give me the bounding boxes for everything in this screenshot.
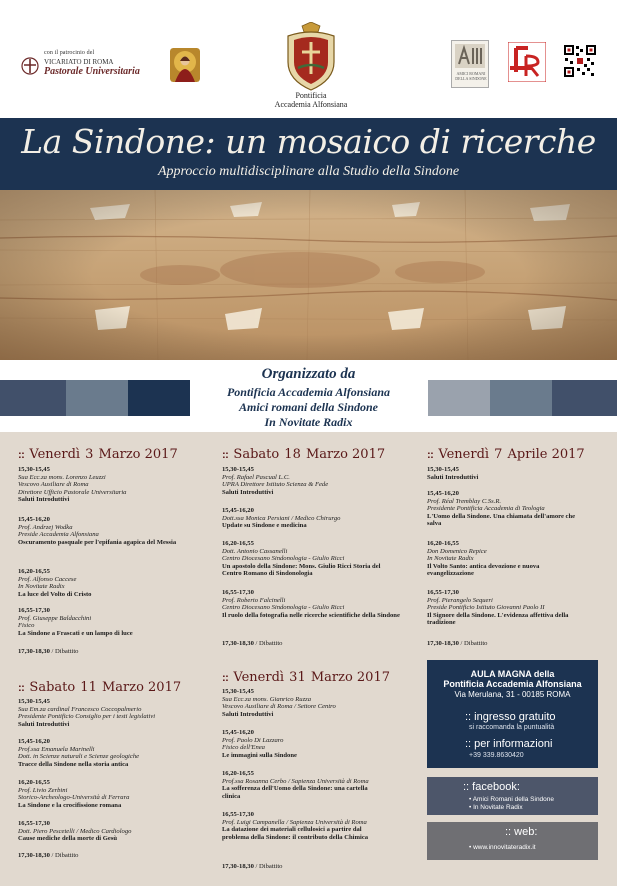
event-item [222,540,412,578]
organizers-section [0,360,617,432]
speaker: Prof. Luigi Campanella / Sapienza Università di Roma [222,818,367,826]
day-month: Marzo 2017 [98,447,178,462]
contact-heading: :: per informazioni [465,738,553,750]
event-title-text: Saluti Introduttivi [222,710,274,718]
event-item [222,507,412,530]
event-item [222,729,412,759]
day-weekday: Venerdì [29,447,81,462]
event-title-text: Tracce della Sindone nella storia antica [18,760,129,768]
day-number: 3 [85,447,94,462]
event-title-text: Saluti Introduttivi [222,488,274,496]
event-item [18,466,208,504]
event-title-text: La sofferenza dell'Uomo della Sindone: una cartella clinica [222,785,368,800]
day-month: Aprile 2017 [507,447,585,462]
event-title-text: Saluti Introduttivi [427,473,479,481]
event-time: 15,30-15,45 [18,698,50,705]
web-link[interactable]: • www.innovitateradix.it [469,844,536,851]
event-item [222,466,412,496]
day-weekday: Sabato [29,680,76,695]
speaker-role: Vescovo Ausiliare di Roma / Settore Centro [222,703,336,711]
debate-label: / Dibattito [255,863,283,870]
day-heading [222,443,385,462]
speaker-role: UPRA Direttore Istituto Scienza & Fede [222,481,329,489]
venue-line1: AULA MAGNA della [470,669,555,679]
event-title-text: Update su Sindone e medicina [222,522,307,530]
event-title-text: La Sindone e la crocifissione romana [18,801,122,809]
event-item [222,811,412,841]
speaker-role: Fisico dell'Enea [222,744,265,752]
speaker: Dott. Antonio Cassanelli [222,547,288,555]
debate-time: 17,30-18,30 [222,863,254,870]
debate-label: / Dibattito [51,648,79,655]
day-marker: :: [18,449,25,461]
event-title-text: Le immagini sulla Sindone [222,751,297,759]
event-item [18,820,208,843]
speaker: Prof.ssa Emanuela Marinelli [18,745,95,753]
day-month: Marzo 2017 [310,670,390,685]
decor-square [0,380,66,416]
speaker: Prof. Alfonso Caccese [18,575,77,583]
event-title-text: Saluti Introduttivi [18,496,70,504]
event-title-text: Il Signore della Sindone. L'evidenza affettiva della tradizione [427,611,569,627]
event-item [18,568,208,598]
header [0,0,617,118]
day-heading [18,676,181,695]
event-time: 15,30-15,45 [222,466,254,473]
web-heading: :: web: [505,826,538,838]
speaker-role: Direttore Ufficio Pastorale Universitaria [18,488,127,496]
event-time: 16,20-16,55 [222,770,254,777]
speaker: Dott. Piero Pescetelli / Medico Cardiologo [18,827,132,835]
speaker-role: In Novitate Radix [18,583,65,591]
facebook-heading: :: facebook: [463,781,520,793]
day-number: 18 [284,447,301,462]
debate-item [222,640,412,648]
debate-time: 17,30-18,30 [18,852,50,859]
debate-item [18,852,208,860]
event-item [222,589,412,619]
academy-crest-icon [280,22,342,92]
decor-square [428,380,490,416]
event-item [427,540,617,578]
event-time: 16,20-16,55 [222,540,254,547]
event-title-text: Cause mediche della morte di Gesù [18,835,118,843]
facebook-link[interactable]: • In Novitate Radix [469,804,523,811]
speaker: Don Domenico Repice [427,547,487,555]
event-item [18,698,208,728]
speaker: Prof. Pierangelo Sequeri [427,596,493,604]
speaker: Prof. Réal Tremblay C.Ss.R. [427,497,502,505]
day-heading [18,443,178,462]
event-time: 16,55-17,30 [222,811,254,818]
event-item [427,490,617,528]
speaker-role: In Novitate Radix [427,555,474,563]
qr-code-icon [563,44,597,78]
event-time: 15,45-16,20 [427,490,459,497]
event-item [222,770,412,800]
event-time: 15,45-16,20 [222,729,254,736]
amici-romani-text [452,71,490,81]
speaker-role: Vescovo Ausiliare di Roma [18,481,89,489]
decor-square [66,380,128,416]
decor-square [128,380,190,416]
event-title-text: La Sindone a Frascati e un lampo di luce [18,629,133,637]
day-marker: :: [427,449,434,461]
event-time: 15,30-15,45 [427,466,459,473]
event-title-text: Il ruolo della fotografia nelle ricerche scientifiche della Sindone [222,611,400,619]
academy-name-line1: Pontificia [295,91,327,100]
speaker: Dott.ssa Monica Persiani / Medico Chirurgo [222,514,341,522]
event-title-text: La luce del Volto di Cristo [18,590,92,598]
speaker: Sua Em.za cardinal Francesco Coccopalmerio [18,705,142,713]
program-section [0,432,617,886]
academy-name-line2: Accademia Alfonsiana [274,100,348,109]
debate-time: 17,30-18,30 [427,640,459,647]
debate-label: / Dibattito [460,640,488,647]
organizer-2: Amici romani della Sindone [238,400,379,414]
speaker: Prof. Andrzej Wodka [18,523,73,531]
pastoral-office: Pastorale Universitaria [44,66,140,77]
day-weekday: Sabato [233,447,280,462]
event-time: 15,45-16,20 [18,516,50,523]
academy-name [266,91,356,109]
entry-heading: :: ingresso gratuito [465,711,556,723]
event-subtitle: Approccio multidisciplinare alla Studio della Sindone [157,164,460,179]
speaker-role: Dott. in Scienze naturali e Scienze geologiche [18,753,140,761]
event-item [18,516,208,546]
day-heading [427,443,585,462]
decor-square [552,380,617,416]
day-month: Marzo 2017 [305,447,386,462]
vicariate-emblem-icon [20,56,40,76]
patronage-prefix: con il patrocinio del [44,50,95,56]
event-time: 16,55-17,30 [18,820,50,827]
speaker-role: Centro Diocesano Sindonologia - Giulio Ricci [222,604,345,612]
event-title-text: Oscuramento pasquale per l'epifania agapica del Messia [18,538,177,546]
day-number: 31 [289,670,306,685]
speaker-role: Presidente Pontificio Consiglio per i testi legislativi [18,713,156,721]
amici-romani-mark-icon [455,44,485,68]
speaker: Prof. Rafael Pascual L.C. [222,473,290,481]
day-marker: :: [222,672,229,684]
venue-info-box [427,660,598,768]
speaker: Prof. Paolo Di Lazzaro [222,736,284,744]
event-title-text: La datazione dei materiali cellulosici a partire dal problema della Sindone: il contributo della Chimica [222,826,369,841]
debate-item [222,863,412,871]
vicariate-name: VICARIATO DI ROMA [44,58,114,66]
debate-item [427,640,617,648]
event-item [18,607,208,637]
madonna-icon [170,48,200,82]
event-time: 16,20-16,55 [18,568,50,575]
event-item [427,589,617,627]
event-item [18,779,208,809]
day-heading [222,666,390,685]
day-marker: :: [18,682,25,694]
speaker-role: Preside Accademia Alfonsiana [18,531,99,539]
amici-romani-logo [451,40,489,88]
debate-time: 17,30-18,30 [18,648,50,655]
entry-note: si raccomanda la puntualità [469,724,555,731]
speaker-role: Centro Diocesano Sindonologia - Giulio Ricci [222,555,345,563]
event-title: La Sindone: un mosaico di ricerche [21,122,596,161]
facebook-box [427,777,598,815]
debate-label: / Dibattito [255,640,283,647]
day-number: 11 [80,680,97,695]
event-item [18,738,208,768]
in-novitate-radix-logo-icon [508,42,546,82]
venue-address: Via Merulana, 31 - 00185 ROMA [454,690,571,699]
day-number: 7 [494,447,503,462]
event-time: 15,30-15,45 [222,688,254,695]
debate-label: / Dibattito [51,852,79,859]
event-title-text: Un apostolo della Sindone: Mons. Giulio Ricci Storia del Centro Romano di Sindonologia [222,562,381,578]
day-marker: :: [222,449,229,461]
speaker-role: Presidente Pontificia Accademia di Teologia [427,505,545,513]
speaker: Sua Ecc.za mons. Lorenzo Leuzzi [18,473,106,481]
day-weekday: Venerdì [438,447,490,462]
amici-line1: AMICI ROMANI [456,71,486,76]
web-box [427,822,598,860]
event-time: 16,55-17,30 [222,589,254,596]
event-time: 15,45-16,20 [18,738,50,745]
event-time: 16,55-17,30 [18,607,50,614]
decor-square [490,380,552,416]
speaker: Prof. Giuseppe Baldacchini [18,614,92,622]
event-item [222,688,412,718]
organizer-3: In Novitate Radix [264,415,353,429]
amici-line2: DELLA SINDONE [455,76,487,81]
event-time: 16,20-16,55 [427,540,459,547]
venue-line2: Pontificia Accademia Alfonsiana [443,679,582,689]
speaker-role: Preside Pontificio Istituto Giovanni Paolo II [427,604,545,612]
event-time: 15,45-16,20 [222,507,254,514]
event-time: 16,20-16,55 [18,779,50,786]
speaker: Sua Ecc.za mons. Gianrico Ruzza [222,695,312,703]
speaker-role: Fisico [18,622,35,630]
patronage-block [20,50,180,80]
organizers-heading: Organizzato da [261,366,356,382]
speaker-role: Storico-Archeologo-Università di Ferrara [18,794,130,802]
speaker: Prof. Roberto Falcinelli [222,596,286,604]
event-title-text: Il Volto Santo: antica devozione e nuova evangelizzazione [427,562,540,578]
event-title-text: L'Uomo della Sindone. Una chiamata dell'amore che salva [427,512,576,528]
organizer-1: Pontificia Accademia Alfonsiana [226,385,391,399]
day-month: Marzo 2017 [101,680,182,695]
event-time: 15,30-15,45 [18,466,50,473]
facebook-link[interactable]: • Amici Romani della Sindone [469,796,555,803]
speaker: Prof. Livio Zerbini [18,786,68,794]
debate-item [18,648,208,656]
event-time: 16,55-17,30 [427,589,459,596]
speaker: Prof.ssa Rosanna Cerbo / Sapienza Università di Roma [222,777,369,785]
day-weekday: Venerdì [233,670,285,685]
event-title-text: Saluti Introduttivi [18,720,70,728]
contact-phone: +39 339.8630420 [469,752,524,759]
event-item [427,466,617,481]
shroud-image [0,190,617,360]
debate-time: 17,30-18,30 [222,640,254,647]
